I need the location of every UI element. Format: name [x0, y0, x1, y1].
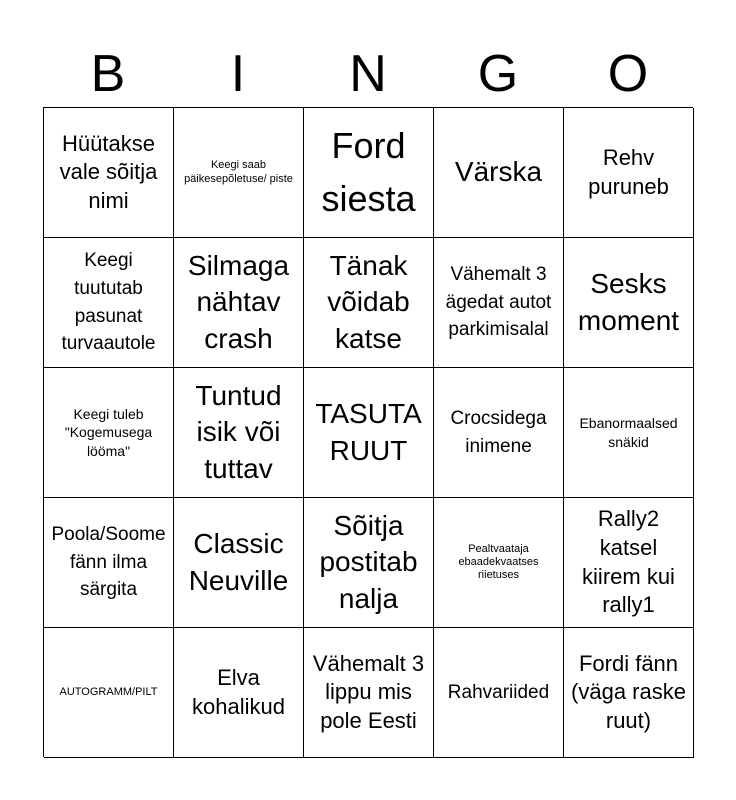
cell-text: Tänak võidab katse — [327, 249, 410, 354]
cell-text: Vähemalt 3 lippu mis pole Eesti — [312, 650, 425, 733]
bingo-cell-r2c1[interactable] — [44, 238, 174, 368]
cell-text: Ebanormaalsed snäkid — [579, 415, 678, 450]
bingo-cell-r4c4[interactable] — [434, 498, 564, 628]
cell-text: Tuntud isik või tuttav — [195, 379, 282, 484]
cell-text: Pealtvaataja ebaadekvaatses riietuses — [458, 542, 539, 582]
bingo-cell-r2c2[interactable] — [174, 238, 304, 368]
bingo-cell-r1c2[interactable] — [174, 108, 304, 238]
cell-text: Poola/Soome fänn ilma särgita — [51, 524, 166, 601]
cell-text: Värska — [454, 156, 543, 188]
bingo-cell-r3c2[interactable] — [174, 368, 304, 498]
bingo-cell-r3c1[interactable] — [44, 368, 174, 498]
header-letter-g: G — [477, 45, 519, 103]
cell-text: Sesks moment — [577, 268, 680, 336]
bingo-cell-r1c3[interactable] — [304, 108, 434, 238]
header-letter-o: O — [607, 45, 649, 103]
cell-text: Crocsidega inimene — [450, 407, 547, 457]
cell-text: Rahvariided — [447, 681, 550, 703]
cell-text: Vähemalt 3 ägedat autot parkimisalal — [445, 264, 552, 341]
bingo-cell-r5c4[interactable] — [434, 628, 564, 758]
cell-text: Rehv puruneb — [588, 144, 669, 199]
bingo-cell-r1c4[interactable] — [434, 108, 564, 238]
cell-text: Rally2 katsel kiirem kui rally1 — [582, 506, 675, 618]
header-letter-b: B — [90, 45, 126, 103]
bingo-cell-r2c5[interactable] — [564, 238, 694, 368]
bingo-header — [43, 40, 693, 108]
cell-text: AUTOGRAMM/PILT — [59, 685, 158, 698]
cell-text: Fordi fänn (väga raske ruut) — [571, 650, 686, 733]
cell-text: Keegi tuututab pasunat turvaautole — [61, 250, 156, 355]
header-letter-i: I — [230, 45, 246, 103]
bingo-cell-r2c4[interactable] — [434, 238, 564, 368]
bingo-cell-r4c3[interactable] — [304, 498, 434, 628]
bingo-cell-r1c5[interactable] — [564, 108, 694, 238]
bingo-cell-r5c3[interactable] — [304, 628, 434, 758]
bingo-cell-free-space[interactable] — [304, 368, 434, 498]
bingo-cell-r5c5[interactable] — [564, 628, 694, 758]
cell-text: Sõitja postitab nalja — [319, 509, 418, 614]
bingo-cell-r5c1[interactable] — [44, 628, 174, 758]
cell-text: TASUTA RUUT — [315, 398, 422, 466]
header-letter-n: N — [349, 45, 387, 103]
bingo-cell-r5c2[interactable] — [174, 628, 304, 758]
bingo-cell-r4c5[interactable] — [564, 498, 694, 628]
cell-text: Hüütakse vale sõitja nimi — [59, 130, 158, 213]
cell-text: Keegi saab päikesepõletuse/ piste — [184, 159, 293, 185]
bingo-cell-r2c3[interactable] — [304, 238, 434, 368]
cell-text: Keegi tuleb "Kogemusega lööma" — [64, 406, 153, 459]
bingo-board — [43, 107, 693, 757]
bingo-cell-r3c4[interactable] — [434, 368, 564, 498]
cell-text: Classic Neuville — [188, 528, 289, 596]
bingo-cell-r1c1[interactable] — [44, 108, 174, 238]
bingo-cell-r4c1[interactable] — [44, 498, 174, 628]
bingo-cell-r4c2[interactable] — [174, 498, 304, 628]
cell-text: Silmaga nähtav crash — [187, 249, 290, 354]
cell-text: Elva kohalikud — [192, 664, 285, 719]
cell-text: Ford siesta — [321, 125, 416, 219]
bingo-cell-r3c5[interactable] — [564, 368, 694, 498]
